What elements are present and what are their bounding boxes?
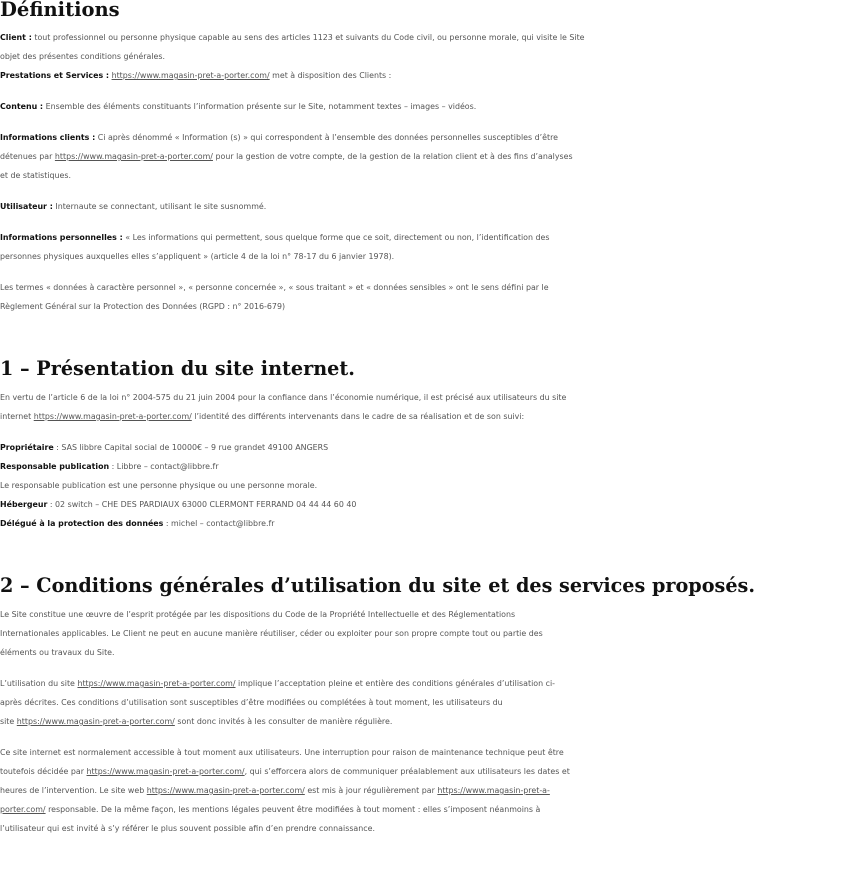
- site-link[interactable]: https://www.magasin-pret-a-porter.com/: [86, 767, 245, 776]
- site-link[interactable]: https://www.magasin-pret-a-porter.com/: [77, 679, 236, 688]
- def-client: Client : tout professionnel ou personne physique capable au sens des articles 1123 et suivants du Code civil, ou personne morale, qui visite le Site objet des présentes conditions générales. Prestations et Services : https://www.magasin-pret-a-porter.com/ met à disposition des Clients :: [0, 33, 585, 80]
- site-link[interactable]: https://www.magasin-pret-a-porter.com/: [33, 412, 192, 421]
- section2-p1: Le Site constitue une œuvre de l’esprit protégée par les dispositions du Code de la Propriété Intellectuelle et des Réglementations Internationales applicables. Le Client ne peut en aucune manière réutiliser, céder ou exploiter pour son propre compte tout ou partie des éléments ou travaux du Site.: [0, 610, 543, 657]
- section2-p3: Ce site internet est normalement accessible à tout moment aux utilisateurs. Une interruption pour raison de maintenance technique peut être toutefois décidée par https://www.magasin-pret-a-porter.com/, qui s’efforcera alors de communiquer préalablement aux utilisateurs les dates et heures de l’intervention. Le site web https://www.magasin-pret-a-porter.com/ est mis à jour régulièrement par https://www.magasin-pret-a- porter.com/ responsable. De la même façon, les mentions légales peuvent être modifiées à tout moment : elles s’imposent néanmoins à l’utilisateur qui est invité à s’y référer le plus souvent possible afin d’en prendre connaissance.: [0, 748, 570, 833]
- site-link[interactable]: https://www.magasin-pret-a-porter.com/: [16, 717, 175, 726]
- prest-term: Prestations et Services :: [0, 71, 110, 80]
- section1-title: 1 – Présentation du site internet.: [0, 357, 355, 380]
- section2-p2: L’utilisation du site https://www.magasin-pret-a-porter.com/ implique l’acceptation pleine et entière des conditions générales d’utilisation ci- après décrites. Ces conditions d’utilisation sont susceptibles d’être modifiées ou complétées à tout moment, les utilisateurs du site https://www.magasin-pret-a-porter.com/ sont donc invités à les consulter de manière régulière.: [0, 679, 555, 726]
- site-link[interactable]: porter.com/: [0, 805, 46, 814]
- site-link[interactable]: https://www.magasin-pret-a-: [437, 786, 550, 795]
- section1-intro: En vertu de l’article 6 de la loi n° 2004-575 du 21 juin 2004 pour la confiance dans l’économie numérique, il est précisé aux utilisateurs du site internet https://www.magasin-pret-a-porter.com/ l’identité des différents intervenants dans le cadre de sa réalisation et de son suivi:: [0, 393, 567, 421]
- def-termes: Les termes « données à caractère personnel », « personne concernée », « sous traitant » et « données sensibles » ont le sens défini par le Règlement Général sur la Protection des Données (RGPD : n° 2016-679): [0, 283, 549, 311]
- def-info-clients: Informations clients : Ci après dénommé « Information (s) » qui correspondent à l’ensemble des données personnelles susceptibles d’être détenues par https://www.magasin-pret-a-porter.com/ pour la gestion de votre compte, de la gestion de la relation client et à des fins d’analyses et de statistiques.: [0, 133, 573, 180]
- site-link[interactable]: https://www.magasin-pret-a-porter.com/: [146, 786, 305, 795]
- proprio-label: Propriétaire: [0, 443, 54, 452]
- client-term: Client :: [0, 33, 32, 42]
- def-contenu: Contenu : Ensemble des éléments constituants l’information présente sur le Site, notamment textes – images – vidéos.: [0, 102, 477, 111]
- dpo-label: Délégué à la protection des données: [0, 519, 164, 528]
- perso-term: Informations personnelles :: [0, 233, 123, 242]
- contenu-term: Contenu :: [0, 102, 44, 111]
- site-link[interactable]: https://www.magasin-pret-a-porter.com/: [111, 71, 270, 80]
- user-term: Utilisateur :: [0, 202, 53, 211]
- resp-label: Responsable publication: [0, 462, 110, 471]
- info-term: Informations clients :: [0, 133, 96, 142]
- definitions-title: Définitions: [0, 0, 120, 21]
- def-info-perso: Informations personnelles : « Les informations qui permettent, sous quelque forme que ce soit, directement ou non, l’identification des personnes physiques auxquelles elles s’appliquent » (article 4 de la loi n° 78-17 du 6 janvier 1978).: [0, 233, 550, 261]
- hebergeur-label: Hébergeur: [0, 500, 48, 509]
- section1-info: Propriétaire : SAS libbre Capital social de 10000€ – 9 rue grandet 49100 ANGERS Responsable publication : Libbre – contact@libbre.fr Le responsable publication est une personne physique ou une personne morale. Hébergeur : 02 switch – CHE DES PARDIAUX 63000 CLERMONT FERRAND 04 44 44 60 40 Délégué à la protection des données : michel – contact@libbre.fr: [0, 443, 357, 528]
- site-link[interactable]: https://www.magasin-pret-a-porter.com/: [54, 152, 213, 161]
- def-utilisateur: Utilisateur : Internaute se connectant, utilisant le site susnommé.: [0, 202, 267, 211]
- section2-title: 2 – Conditions générales d’utilisation du site et des services proposés.: [0, 574, 756, 597]
